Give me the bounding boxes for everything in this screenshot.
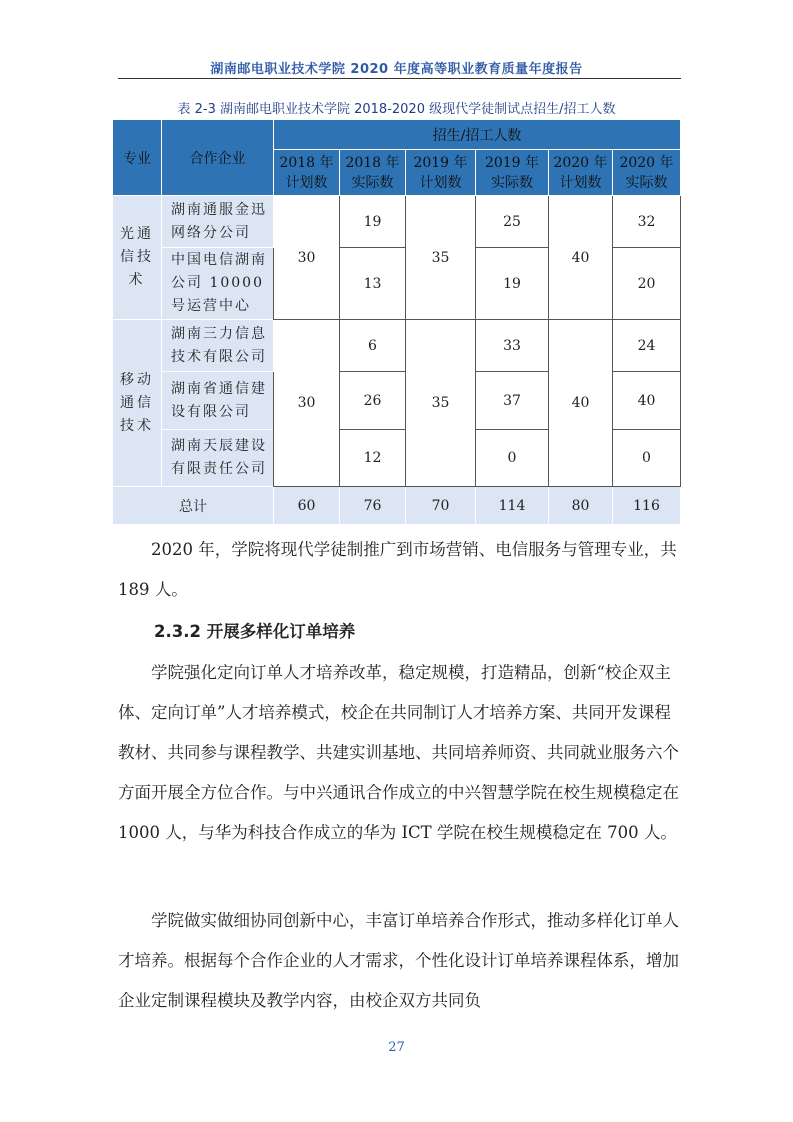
total-2018-plan: 60 bbox=[274, 487, 340, 525]
actual-2019-cell: 33 bbox=[476, 320, 549, 372]
actual-2019-cell: 0 bbox=[476, 430, 549, 487]
major-cell: 光通信技术 bbox=[113, 196, 162, 320]
total-label: 总计 bbox=[113, 487, 274, 525]
total-2019-actual: 114 bbox=[476, 487, 549, 525]
header-2018-actual: 2018 年 实际数 bbox=[340, 150, 406, 196]
company-cell: 湖南省通信建设有限公司 bbox=[162, 372, 274, 430]
actual-2020-cell: 24 bbox=[613, 320, 681, 372]
paragraph-modern-apprenticeship: 2020 年，学院将现代学徒制推广到市场营销、电信服务与管理专业，共 189 人。 bbox=[118, 540, 677, 599]
page-number: 27 bbox=[388, 1040, 405, 1055]
header-2018-plan: 2018 年 计划数 bbox=[274, 150, 340, 196]
major-cell: 移动通信技术 bbox=[113, 320, 162, 487]
actual-2018-cell: 26 bbox=[340, 372, 406, 430]
actual-2018-cell: 19 bbox=[340, 196, 406, 248]
actual-2020-cell: 20 bbox=[613, 248, 681, 320]
header-2019-actual: 2019 年 实际数 bbox=[476, 150, 549, 196]
company-cell: 湖南天辰建设有限责任公司 bbox=[162, 430, 274, 487]
total-2020-actual: 116 bbox=[613, 487, 681, 525]
plan-2019-cell: 35 bbox=[406, 320, 476, 487]
running-header: 湖南邮电职业技术学院 2020 年度高等职业教育质量年度报告 bbox=[210, 62, 583, 77]
actual-2018-cell: 6 bbox=[340, 320, 406, 372]
paragraph-order-training: 学院强化定向订单人才培养改革，稳定规模，打造精品，创新“校企双主体、定向订单”人才培养模式，校企在共同制订人才培养方案、共同开发课程教材、共同参与课程教学、共建实训基地、共同培养师资、共同就业服务六个方面开展全方位合作。与中兴通讯合作成立的中兴智慧学院在校生规模稳定在 1000 人，与华为科技合作成立的华为 ICT 学院在校生规模稳定在 700 人。 bbox=[118, 663, 679, 842]
header-divider bbox=[118, 78, 681, 79]
actual-2019-cell: 37 bbox=[476, 372, 549, 430]
actual-2019-cell: 19 bbox=[476, 248, 549, 320]
company-cell: 湖南通服金迅网络分公司 bbox=[162, 196, 274, 248]
total-2019-plan: 70 bbox=[406, 487, 476, 525]
header-major: 专业 bbox=[113, 120, 162, 196]
header-2020-actual: 2020 年 实际数 bbox=[613, 150, 681, 196]
actual-2019-cell: 25 bbox=[476, 196, 549, 248]
enrollment-table bbox=[112, 119, 681, 525]
total-2018-actual: 76 bbox=[340, 487, 406, 525]
paragraph-collaborative-innovation: 学院做实做细协同创新中心，丰富订单培养合作形式，推动多样化订单人才培养。根据每个合作企业的人才需求，个性化设计订单培养课程体系，增加企业定制课程模块及教学内容，由校企双方共同负 bbox=[118, 911, 679, 1010]
section-heading: 2.3.2 开展多样化订单培养 bbox=[154, 622, 356, 641]
actual-2020-cell: 40 bbox=[613, 372, 681, 430]
plan-2020-cell: 40 bbox=[549, 320, 613, 487]
plan-2018-cell: 30 bbox=[274, 196, 340, 320]
company-cell: 湖南三力信息技术有限公司 bbox=[162, 320, 274, 372]
plan-2020-cell: 40 bbox=[549, 196, 613, 320]
company-cell: 中国电信湖南公司 10000 号运营中心 bbox=[162, 248, 274, 320]
actual-2018-cell: 12 bbox=[340, 430, 406, 487]
header-company: 合作企业 bbox=[162, 120, 274, 196]
table-caption: 表 2-3 湖南邮电职业技术学院 2018-2020 级现代学徒制试点招生/招工人数 bbox=[177, 102, 616, 117]
plan-2018-cell: 30 bbox=[274, 320, 340, 487]
header-enrollment-group: 招生/招工人数 bbox=[274, 120, 681, 150]
total-2020-plan: 80 bbox=[549, 487, 613, 525]
actual-2020-cell: 0 bbox=[613, 430, 681, 487]
plan-2019-cell: 35 bbox=[406, 196, 476, 320]
header-2020-plan: 2020 年 计划数 bbox=[549, 150, 613, 196]
header-2019-plan: 2019 年 计划数 bbox=[406, 150, 476, 196]
actual-2020-cell: 32 bbox=[613, 196, 681, 248]
actual-2018-cell: 13 bbox=[340, 248, 406, 320]
